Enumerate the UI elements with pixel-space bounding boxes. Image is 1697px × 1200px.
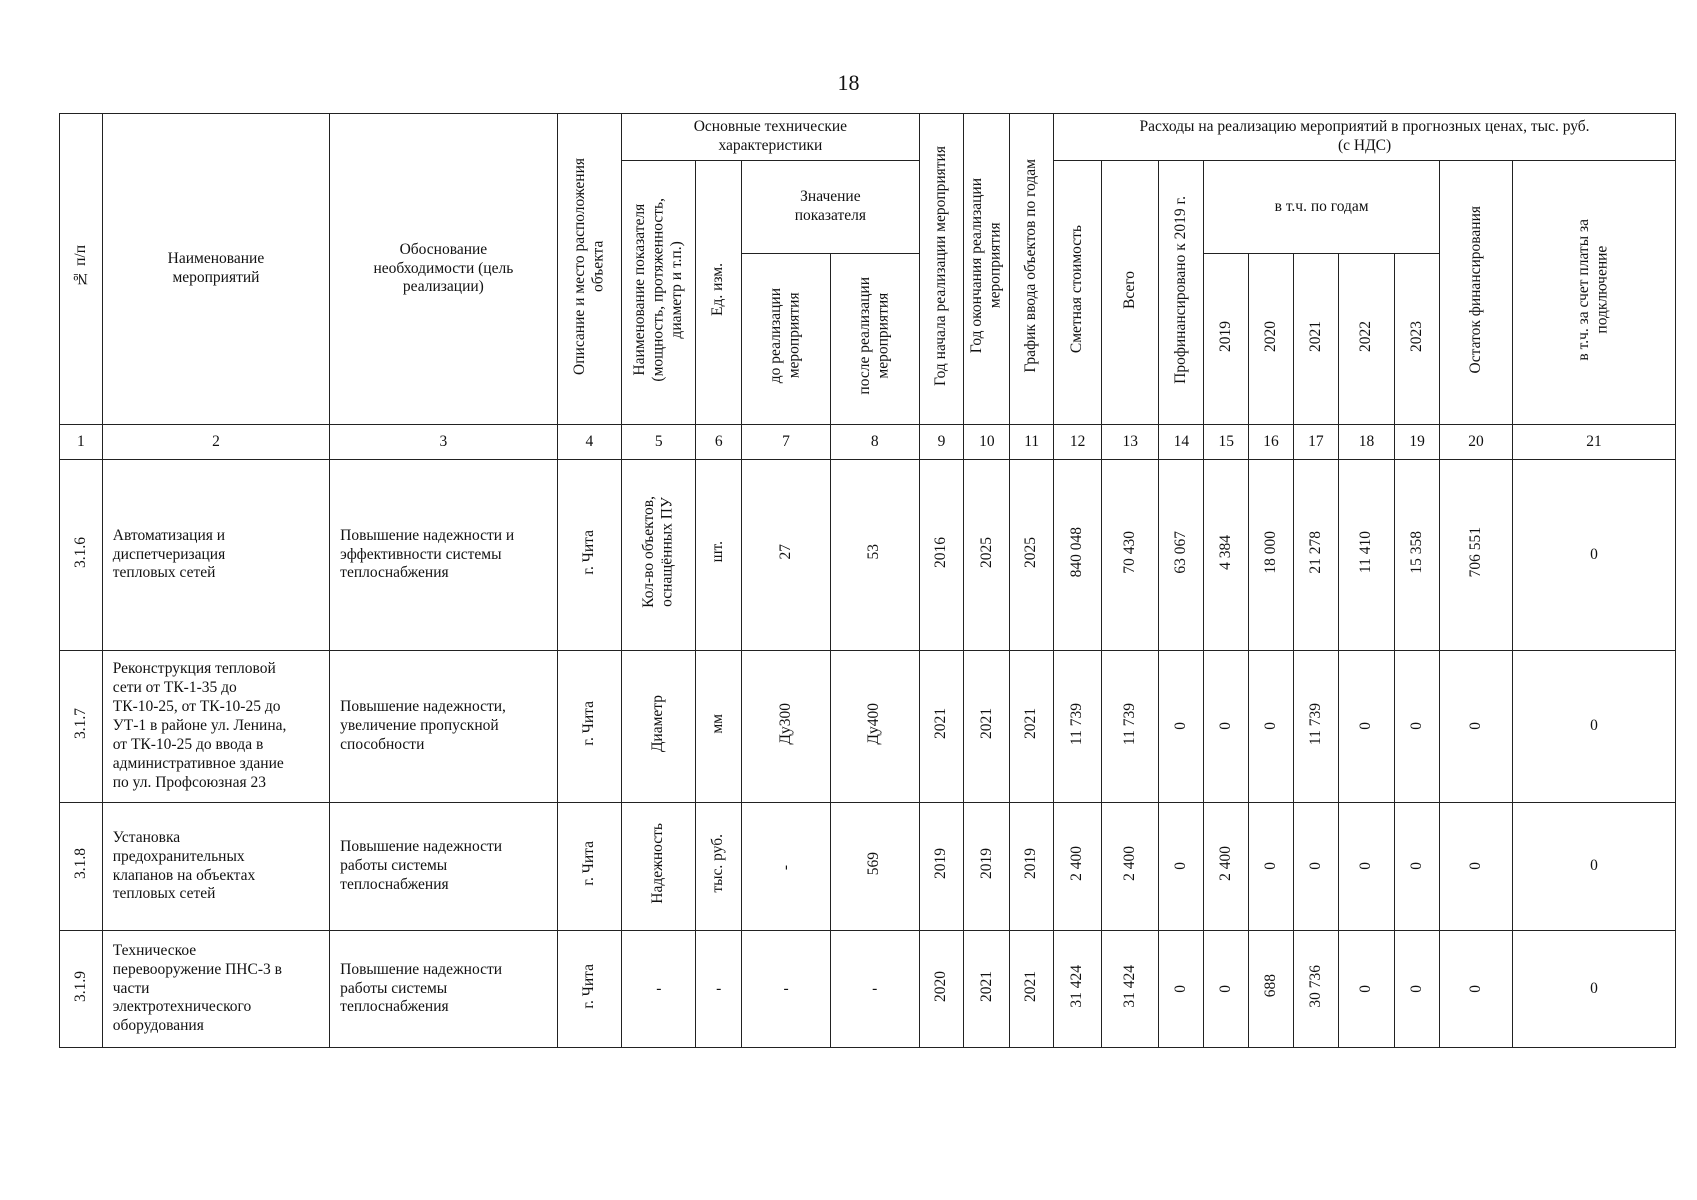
cell-total: 31 424 [1102, 931, 1159, 1048]
cell-name: Автоматизация и диспетчеризация тепловых сетей [102, 460, 329, 651]
cell-location: г. Чита [557, 651, 622, 803]
header-year-2019: 2019 [1204, 254, 1249, 425]
cell-name: Реконструкция тепловой сети от ТК-1-35 до ТК-10-25, от ТК-10-25 до УТ-1 в районе ул. Ленина, от ТК-10-25 до ввода в административное здание по ул. Профсоюзная 23 [102, 651, 329, 803]
cell-2021: 0 [1293, 803, 1338, 931]
cell-unit: - [696, 931, 742, 1048]
cell-start: 2019 [919, 803, 964, 931]
cell-no: 3.1.7 [60, 651, 103, 803]
header-end-year: Год окончания реализации мероприятия [964, 114, 1010, 425]
header-start-year: Год начала реализации мероприятия [919, 114, 964, 425]
cell-location: г. Чита [557, 803, 622, 931]
cell-no: 3.1.9 [60, 931, 103, 1048]
cell-remaining: 0 [1439, 803, 1512, 931]
column-number: 19 [1395, 425, 1440, 460]
header-year-2020: 2020 [1249, 254, 1294, 425]
column-number: 17 [1293, 425, 1338, 460]
cell-before: - [742, 931, 831, 1048]
header-no: № п/п [60, 114, 103, 425]
cell-2020: 688 [1249, 931, 1294, 1048]
cell-2023: 0 [1395, 803, 1440, 931]
cell-estimated: 840 048 [1054, 460, 1102, 651]
cell-2023: 0 [1395, 651, 1440, 803]
header-year-2023: 2023 [1395, 254, 1440, 425]
cell-2020: 0 [1249, 803, 1294, 931]
cell-before: 27 [742, 460, 831, 651]
page-number: 18 [837, 70, 860, 95]
cell-no: 3.1.8 [60, 803, 103, 931]
cell-after: 569 [830, 803, 919, 931]
header-unit: Ед. изм. [696, 161, 742, 425]
cell-unit: мм [696, 651, 742, 803]
header-year-2022: 2022 [1338, 254, 1394, 425]
cell-2021: 11 739 [1293, 651, 1338, 803]
table-row [60, 460, 1676, 651]
cell-no: 3.1.6 [60, 460, 103, 651]
cell-2019: 0 [1204, 931, 1249, 1048]
cell-start: 2016 [919, 460, 964, 651]
header-before: до реализации мероприятия [742, 254, 831, 425]
column-number: 15 [1204, 425, 1249, 460]
column-number: 7 [742, 425, 831, 460]
cell-2022: 0 [1338, 803, 1394, 931]
header-estimated-cost: Сметная стоимость [1054, 161, 1102, 425]
cell-justification: Повышение надежности и эффективности системы теплоснабжения [330, 460, 557, 651]
cell-justification: Повышение надежности, увеличение пропускной способности [330, 651, 557, 803]
column-number: 21 [1513, 425, 1676, 460]
cell-financed: 0 [1159, 651, 1204, 803]
column-number: 5 [622, 425, 696, 460]
cell-remaining: 0 [1439, 651, 1512, 803]
column-number: 6 [696, 425, 742, 460]
cell-end: 2019 [964, 803, 1010, 931]
header-justification: Обоснование необходимости (цель реализации) [330, 114, 557, 425]
cell-name: Установка предохранительных клапанов на объектах тепловых сетей [102, 803, 329, 931]
cell-2019: 2 400 [1204, 803, 1249, 931]
header-indicator-name: Наименование показателя (мощность, протяженность, диаметр и т.п.) [622, 161, 696, 425]
header-remaining: Остаток финансирования [1439, 161, 1512, 425]
column-number: 9 [919, 425, 964, 460]
table-row [60, 803, 1676, 931]
column-number: 1 [60, 425, 103, 460]
cell-indicator: - [622, 931, 696, 1048]
cell-total: 11 739 [1102, 651, 1159, 803]
column-number-row [60, 425, 1676, 460]
cell-2019: 0 [1204, 651, 1249, 803]
header-connection-fee: в т.ч. за счет платы за подключение [1513, 161, 1676, 425]
header-value-group: Значение показателя [742, 161, 919, 254]
cell-2021: 21 278 [1293, 460, 1338, 651]
header-schedule: График ввода объектов по годам [1010, 114, 1054, 425]
header-year-2021: 2021 [1293, 254, 1338, 425]
cell-schedule: 2021 [1010, 651, 1054, 803]
cell-after: - [830, 931, 919, 1048]
column-number: 14 [1159, 425, 1204, 460]
table-row [60, 931, 1676, 1048]
cell-indicator: Диаметр [622, 651, 696, 803]
cell-schedule: 2021 [1010, 931, 1054, 1048]
cell-location: г. Чита [557, 460, 622, 651]
cell-after: Ду400 [830, 651, 919, 803]
cell-location: г. Чита [557, 931, 622, 1048]
column-number: 3 [330, 425, 557, 460]
cell-fee: 0 [1513, 803, 1676, 931]
cell-financed: 0 [1159, 931, 1204, 1048]
cell-2020: 0 [1249, 651, 1294, 803]
table-row [60, 651, 1676, 803]
cell-before: - [742, 803, 831, 931]
cell-indicator: Кол-во объектов, оснащённых ПУ [622, 460, 696, 651]
header-row [60, 114, 1676, 161]
cell-2023: 0 [1395, 931, 1440, 1048]
column-number: 20 [1439, 425, 1512, 460]
cell-justification: Повышение надежности работы системы теплоснабжения [330, 803, 557, 931]
cell-2022: 0 [1338, 931, 1394, 1048]
cell-after: 53 [830, 460, 919, 651]
column-number: 10 [964, 425, 1010, 460]
cell-unit: тыс. руб. [696, 803, 742, 931]
cell-schedule: 2019 [1010, 803, 1054, 931]
cell-end: 2021 [964, 931, 1010, 1048]
cell-remaining: 706 551 [1439, 460, 1512, 651]
header-financed: Профинансировано к 2019 г. [1159, 161, 1204, 425]
cell-2020: 18 000 [1249, 460, 1294, 651]
cell-total: 2 400 [1102, 803, 1159, 931]
cell-start: 2020 [919, 931, 964, 1048]
cell-schedule: 2025 [1010, 460, 1054, 651]
column-number: 2 [102, 425, 329, 460]
column-number: 13 [1102, 425, 1159, 460]
cell-2022: 0 [1338, 651, 1394, 803]
cell-fee: 0 [1513, 460, 1676, 651]
cell-financed: 63 067 [1159, 460, 1204, 651]
header-total: Всего [1102, 161, 1159, 425]
cell-remaining: 0 [1439, 931, 1512, 1048]
cell-total: 70 430 [1102, 460, 1159, 651]
cell-estimated: 2 400 [1054, 803, 1102, 931]
cell-end: 2021 [964, 651, 1010, 803]
cell-before: Ду300 [742, 651, 831, 803]
cell-end: 2025 [964, 460, 1010, 651]
cell-estimated: 11 739 [1054, 651, 1102, 803]
column-number: 16 [1249, 425, 1294, 460]
header-location: Описание и место расположения объекта [557, 114, 622, 425]
header-after: после реализации мероприятия [830, 254, 919, 425]
investment-plan-table [59, 113, 1676, 1048]
column-number: 8 [830, 425, 919, 460]
header-name: Наименование мероприятий [102, 114, 329, 425]
cell-financed: 0 [1159, 803, 1204, 931]
cell-indicator: Надежность [622, 803, 696, 931]
cell-start: 2021 [919, 651, 964, 803]
column-number: 11 [1010, 425, 1054, 460]
header-cost-group: Расходы на реализацию мероприятий в прогнозных ценах, тыс. руб. (с НДС) [1054, 114, 1676, 161]
cell-2021: 30 736 [1293, 931, 1338, 1048]
cell-unit: шт. [696, 460, 742, 651]
cell-justification: Повышение надежности работы системы теплоснабжения [330, 931, 557, 1048]
cell-name: Техническое перевооружение ПНС-3 в части электротехнического оборудования [102, 931, 329, 1048]
cell-2023: 15 358 [1395, 460, 1440, 651]
header-tech-group: Основные технические характеристики [622, 114, 919, 161]
header-by-years: в т.ч. по годам [1204, 161, 1440, 254]
cell-2019: 4 384 [1204, 460, 1249, 651]
cell-fee: 0 [1513, 931, 1676, 1048]
cell-fee: 0 [1513, 651, 1676, 803]
column-number: 4 [557, 425, 622, 460]
column-number: 12 [1054, 425, 1102, 460]
cell-estimated: 31 424 [1054, 931, 1102, 1048]
column-number: 18 [1338, 425, 1394, 460]
cell-2022: 11 410 [1338, 460, 1394, 651]
